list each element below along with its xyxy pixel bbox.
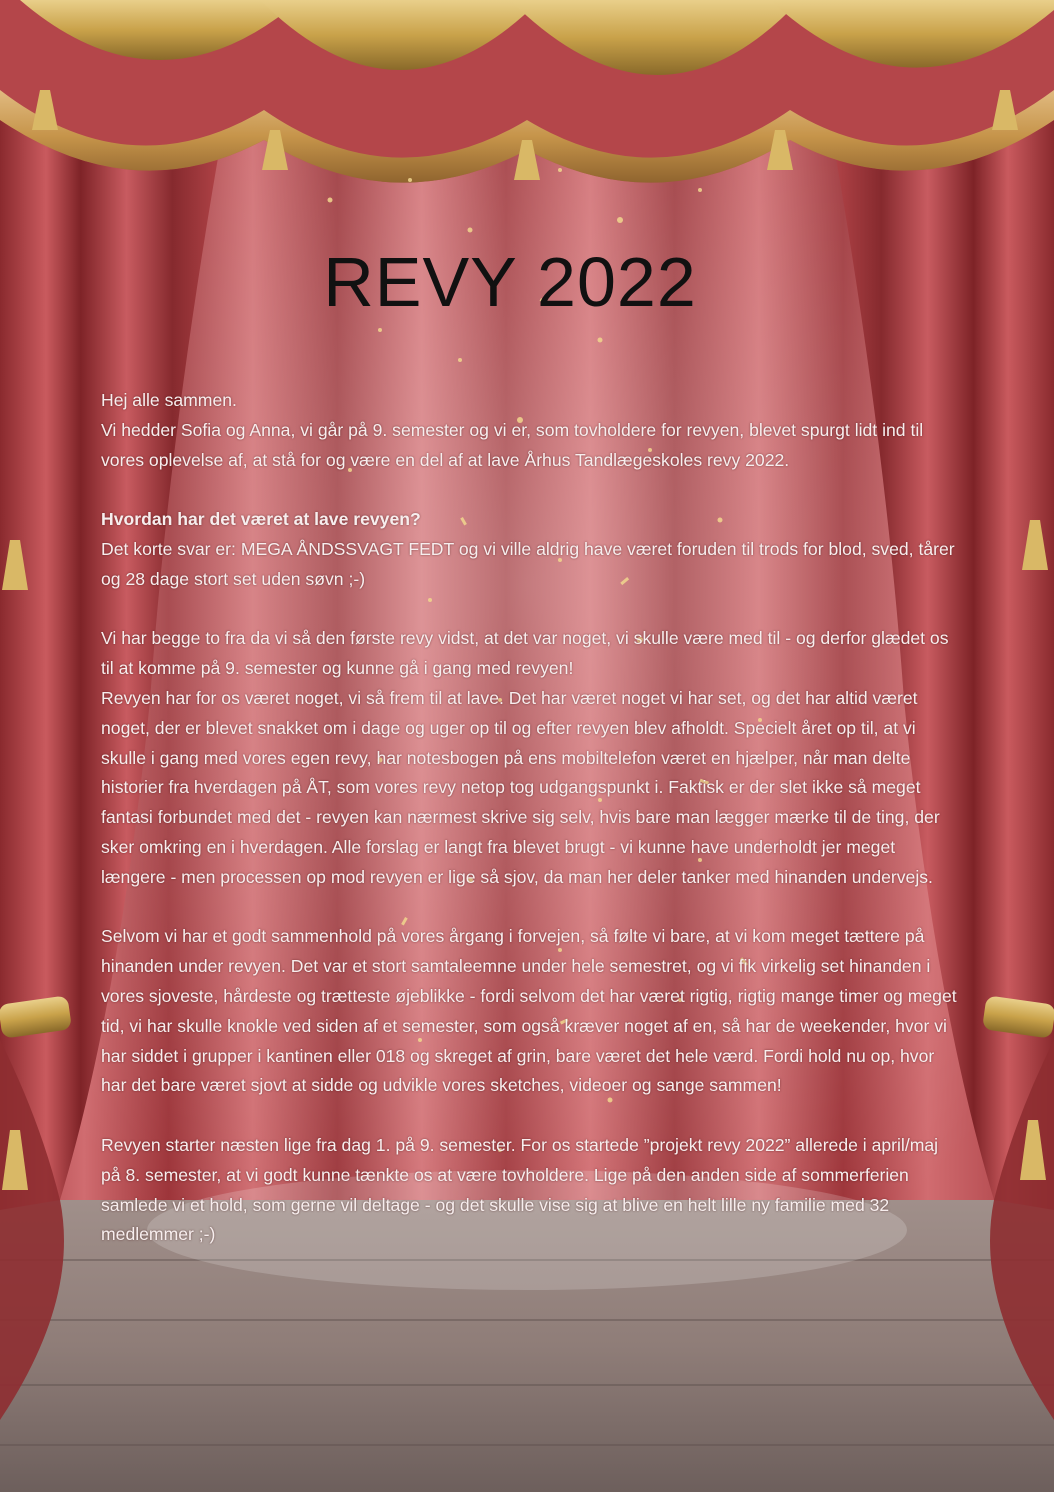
question-heading [101, 505, 961, 535]
question-heading-text: Hvordan har det været at lave revyen? [101, 509, 421, 530]
article-body [101, 386, 961, 1250]
intro-paragraph: Vi hedder Sofia og Anna, vi går på 9. semester og vi er, som tovholdere for revyen, blevet spurgt lidt ind til vores oplevelse af, at stå for og være en del af at lave Århus Tandlægeskoles revy 2022. [101, 419, 924, 470]
paragraph-3: Selvom vi har et godt sammenhold på vores årgang i forvejen, så følte vi bare, at vi kom meget tættere på hinanden under revyen. Det var et stort samtaleemne under hele semestret, og vi fik virkelig set hinanden i vores sjoveste, hårdeste og trætteste øjeblikke - fordi selvom det har været rigtig, rigtig mange timer og meget tid, vi har skulle knokle ved siden af et semester, som også kræver noget af en, så har de weekender, hvor vi har siddet i grupper i kantinen eller 018 og skreget af grin, bare været det hele værd. Fordi hold nu op, hvor har det bare været sjovt at sidde og udvikle vores sketches, videoer og sange sammen! [101, 926, 957, 1096]
answer-paragraph: Det korte svar er: MEGA ÅNDSSVAGT FEDT og vi ville aldrig have været foruden til trods for blod, sved, tårer og 28 dage stort set uden søvn ;-) [101, 538, 955, 589]
paragraph-2: Revyen har for os været noget, vi så frem til at lave. Det har været noget vi har set, og det har altid været noget, der er blevet snakket om i dage og uger op til og efter revyen blev afholdt. Specielt året op til, at vi skulle i gang med vores egen revy, har notesbogen på ens mobiltelefon været en hjælper, når man delte historier fra hverdagen på ÅT, som vores revy netop tog udgangspunkt i. Faktisk er der slet ikke så meget fantasi forbundet med det - revyen kan nærmest skrive sig selv, hvis bare man lægger mærke til de ting, der sker omkring en i hverdagen. Alle forslag er langt fra blevet brugt - vi kunne have underholdt jer meget længere - men processen op mod revyen er lige så sjov, da man her deler tanker med hinanden undervejs. [101, 687, 940, 887]
greeting: Hej alle sammen. [101, 390, 237, 410]
paragraph-1: Vi har begge to fra da vi så den første revy vidst, at det var noget, vi skulle være med til - og derfor glædet os til at komme på 9. semester og kunne gå i gang med revyen! [101, 628, 949, 679]
page-title: REVY 2022 [323, 243, 697, 321]
paragraph-4: Revyen starter næsten lige fra dag 1. på 9. semester. For os startede ”projekt revy 2022” allerede i april/maj på 8. semester, at vi godt kunne tænkte os at være tovholdere. Lige på den anden side af sommerferien samlede vi et hold, som gerne vil deltage - og det skulle vise sig at blive en helt lille ny familie med 32 medlemmer ;-) [101, 1134, 939, 1245]
